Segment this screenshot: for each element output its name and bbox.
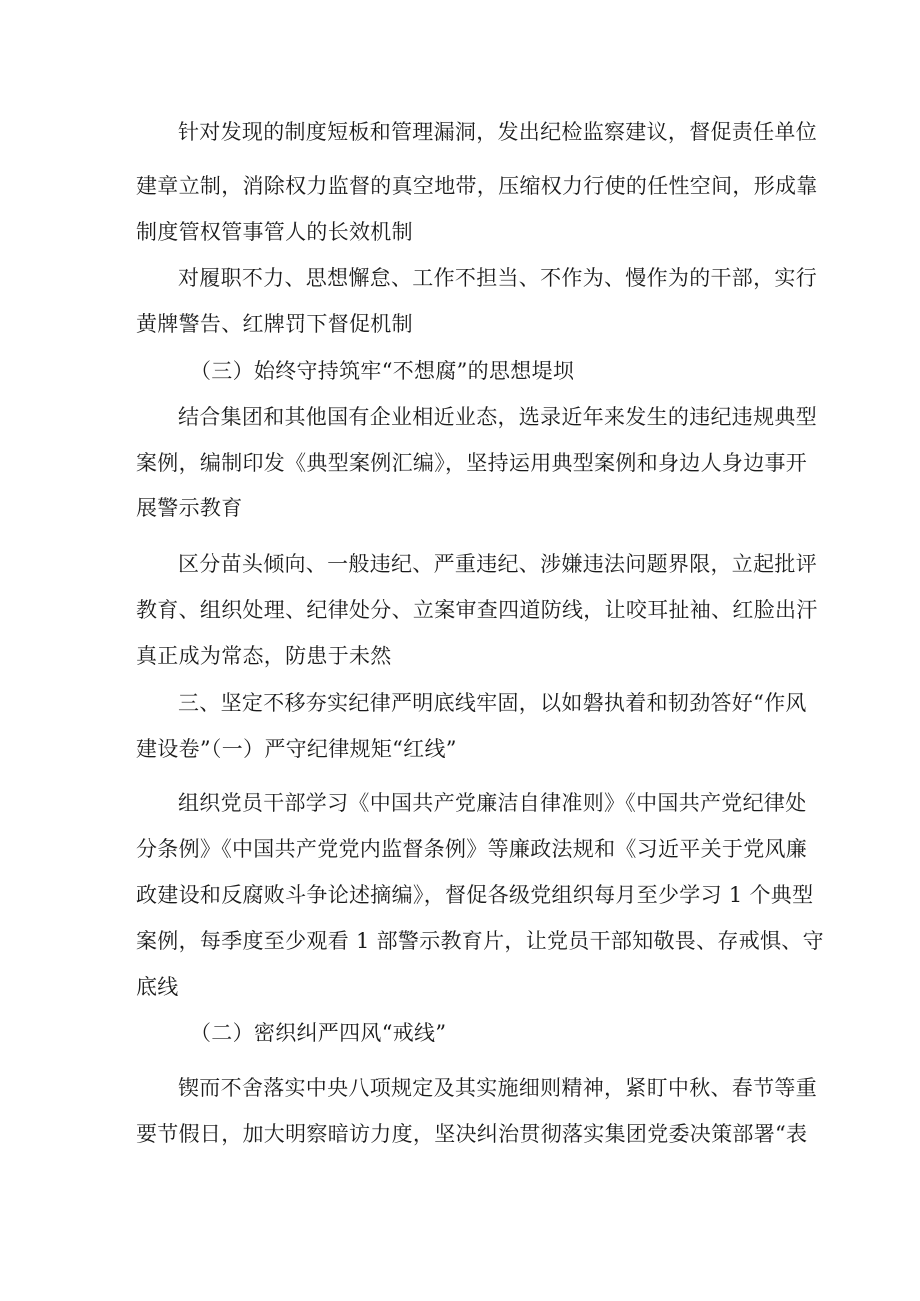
paragraph-line: 案例，编制印发《典型案例汇编》，坚持运用典型案例和身边人身边事开 [136, 451, 808, 475]
paragraph-line: 底线 [136, 975, 179, 999]
paragraph-line: 教育、组织处理、纪律处分、立案审查四道防线，让咬耳扯袖、红脸出汗 [136, 598, 818, 622]
paragraph-line: 组织党员干部学习《中国共产党廉洁自律准则》《中国共产党纪律处 [178, 791, 807, 815]
paragraph-line: 分条例》《中国共产党党内监督条例》等廉政法规和《习近平关于党风廉 [136, 837, 808, 861]
paragraph-line: 针对发现的制度短板和管理漏洞，发出纪检监察建议，督促责任单位 [178, 120, 817, 144]
section-heading: 建设卷”（一）严守纪律规矩“红线” [136, 737, 457, 761]
paragraph-line: 区分苗头倾向、一般违纪、严重违纪、涉嫌违法问题界限，立起批评 [178, 552, 817, 576]
paragraph-line: 要节假日，加大明察暗访力度，坚决纠治贯彻落实集团党委决策部署“表 [136, 1122, 808, 1146]
paragraph-line: 建章立制，消除权力监督的真空地带，压缩权力行使的任性空间，形成靠 [136, 174, 818, 198]
paragraph-line: 案例，每季度至少观看 1 部警示教育片，让党员干部知敬畏、存戒惧、守 [136, 929, 824, 953]
paragraph-line: 真正成为常态，防患于未然 [136, 644, 392, 668]
paragraph-line: 黄牌警告、红牌罚下督促机制 [136, 312, 413, 336]
paragraph-line: 展警示教育 [136, 496, 243, 520]
paragraph-line: 制度管权管事管人的长效机制 [136, 220, 413, 244]
section-heading: （二）密织纠严四风“戒线” [190, 1021, 447, 1045]
paragraph-line: 结合集团和其他国有企业相近业态，选录近年来发生的违纪违规典型 [178, 405, 817, 429]
section-heading: （三）始终守持筑牢“不想腐”的思想堤坝 [190, 359, 575, 383]
section-heading: 三、坚定不移夯实纪律严明底线牢固，以如磐执着和韧劲答好“作风 [178, 691, 807, 715]
paragraph-line: 锲而不舍落实中央八项规定及其实施细则精神，紧盯中秋、春节等重 [178, 1076, 817, 1100]
paragraph-line: 对履职不力、思想懈怠、工作不担当、不作为、慢作为的干部，实行 [178, 266, 817, 290]
paragraph-line: 政建设和反腐败斗争论述摘编》，督促各级党组织每月至少学习 1 个典型 [136, 883, 814, 907]
